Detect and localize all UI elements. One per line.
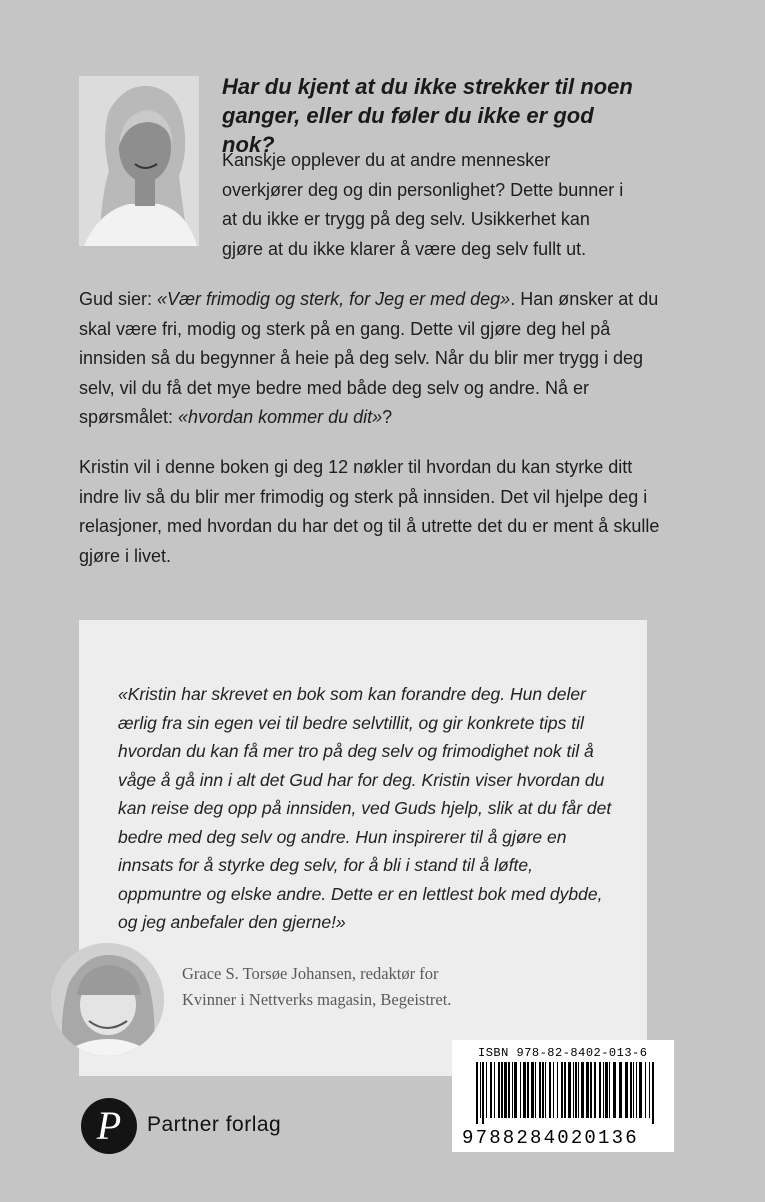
cover-heading: Har du kjent at du ikke strekker til noen ganger, eller du føler du ikke er god nok?	[222, 74, 633, 157]
intro-paragraph: Kanskje opplever du at andre mennesker overkjører deg og din personlighet? Dette bunner i at du ikke er trygg på deg selv. Usikkerhet kan gjøre at du ikke klarer å være deg selv fullt ut.	[222, 150, 624, 259]
barcode-bar	[639, 1062, 642, 1118]
reviewer-photo	[51, 943, 164, 1056]
barcode-bar	[609, 1062, 610, 1118]
attribution-line-2: Kvinner i Nettverks magasin, Begeistret.	[182, 990, 452, 1009]
barcode-bar	[652, 1062, 654, 1124]
barcode-bar	[645, 1062, 646, 1118]
author-photo	[79, 76, 199, 246]
barcode-bar	[575, 1062, 577, 1118]
scripture-quote: «Vær frimodig og sterk, for Jeg er med deg»	[157, 289, 511, 309]
barcode-bar	[549, 1062, 551, 1118]
question-quote: «hvordan kommer du dit»	[178, 407, 383, 427]
barcode-bar	[480, 1062, 481, 1118]
barcode-bar	[490, 1062, 492, 1118]
publisher-name: Partner forlag	[147, 1113, 282, 1136]
barcode-bar	[578, 1062, 579, 1118]
barcode-bar	[494, 1062, 495, 1118]
barcode-bar	[619, 1062, 622, 1118]
author-portrait-image	[79, 76, 199, 246]
publisher-logo-letter: P	[96, 1103, 122, 1148]
barcode-bar	[590, 1062, 592, 1118]
barcode-bar	[568, 1062, 571, 1118]
barcode-bar	[531, 1062, 534, 1118]
barcode-bar	[613, 1062, 616, 1118]
text-span: . Han ønsker at du skal være fri, modig og sterk på en gang. Dette vil gjøre deg hel på innsiden så du begynner å heie på deg selv. Når du blir mer trygg i deg selv, vil du få det mye bedre med både deg selv og andre. Nå er spørsmålet:	[79, 289, 659, 427]
barcode-bar	[573, 1062, 574, 1118]
barcode-bar	[649, 1062, 650, 1118]
barcode-bar	[486, 1062, 487, 1118]
summary-paragraph: Kristin vil i denne boken gi deg 12 nøkler til hvordan du kan styrke ditt indre liv så du blir mer frimodig og sterk på innsiden. Det vil hjelpe deg i relasjoner, med hvordan du har det og til å utrette det du er ment å skulle gjøre i livet.	[79, 457, 660, 566]
barcode-bar	[545, 1062, 546, 1118]
barcode-bar	[630, 1062, 632, 1118]
barcode-bar	[586, 1062, 589, 1118]
endorsement-quote: «Kristin har skrevet en bok som kan forandre deg. Hun deler ærlig fra sin egen vei til bedre selvtillit, og gir konkrete tips til hvordan du kan få mer tro på deg selv og frimodighet nok til å våge å gå inn i alt det Gud har for deg. Kristin viser hvordan du kan reise deg opp på innsiden, ved Guds hjelp, slik at du får det bedre med deg selv og andre. Hun inspirerer til å gjøre en innsats for å styrke deg selv, for å bli i stand til å løfte, oppmuntre og elske andre. Dette er en lettlest bok med dybde, og jeg anbefaler den gjerne!»	[118, 684, 612, 932]
text-span: Gud sier:	[79, 289, 158, 309]
barcode-bar	[508, 1062, 510, 1118]
barcode-icon	[472, 1062, 662, 1126]
endorsement-attribution	[182, 961, 512, 1013]
barcode-bar	[498, 1062, 500, 1118]
barcode-bar	[564, 1062, 566, 1118]
barcode-bar	[636, 1062, 637, 1118]
barcode-bar	[561, 1062, 563, 1118]
barcode-bar	[539, 1062, 541, 1118]
barcode-bar	[535, 1062, 536, 1118]
barcode-bar	[504, 1062, 507, 1118]
barcode-bar	[581, 1062, 584, 1118]
barcode-bar	[514, 1062, 517, 1118]
barcode-bar	[557, 1062, 558, 1118]
barcode-bar	[523, 1062, 526, 1118]
barcode-bar	[542, 1062, 544, 1118]
isbn-label: ISBN 978-82-8402-013-6	[478, 1046, 648, 1060]
text-span: ?	[382, 407, 393, 427]
barcode-bar	[527, 1062, 529, 1118]
barcode-bar	[625, 1062, 628, 1118]
barcode-bar	[594, 1062, 596, 1118]
barcode-bar	[520, 1062, 521, 1118]
barcode-bar	[482, 1062, 484, 1124]
scripture-paragraph	[79, 285, 659, 433]
reviewer-portrait-image	[51, 943, 164, 1056]
publisher-logo-icon	[80, 1097, 138, 1155]
barcode-bar	[605, 1062, 608, 1118]
barcode-bar	[512, 1062, 513, 1118]
barcode-bar	[501, 1062, 503, 1118]
barcode-bar	[599, 1062, 601, 1118]
barcode-bar	[553, 1062, 554, 1118]
barcode-bar	[476, 1062, 478, 1124]
attribution-line-1: Grace S. Torsøe Johansen, redaktør for	[182, 964, 439, 983]
barcode-digits: 9788284020136	[462, 1127, 639, 1149]
barcode-bar	[633, 1062, 634, 1118]
barcode-bar	[603, 1062, 604, 1118]
